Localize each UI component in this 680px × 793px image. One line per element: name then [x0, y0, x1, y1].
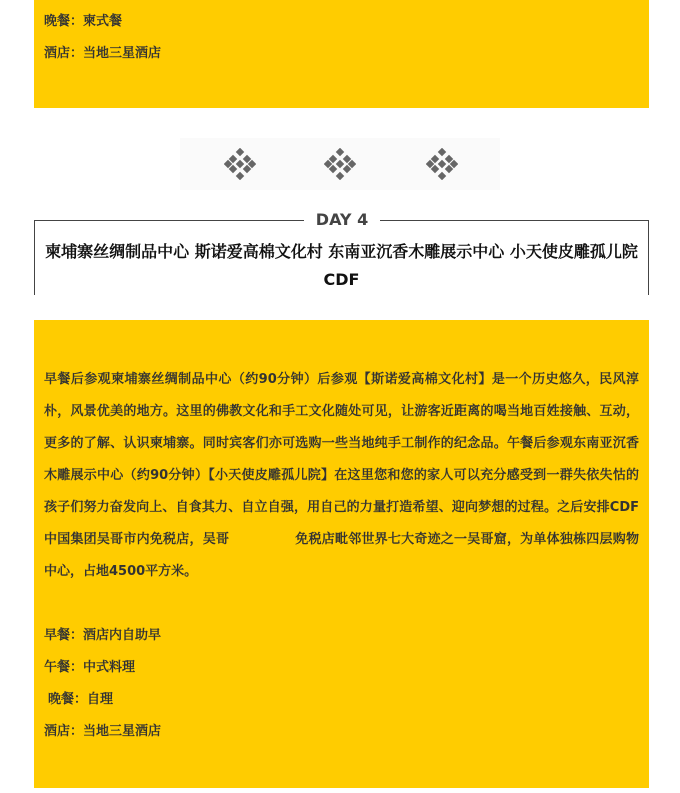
diamond-lattice-ornament-icon — [324, 148, 356, 180]
dinner-line: 晚餐：柬式餐 — [44, 14, 123, 29]
diamond-lattice-ornament-icon — [224, 148, 256, 180]
day-title: 柬埔寨丝绸制品中心 斯诺爱高棉文化村 东南亚沉香木雕展示中心 小天使皮雕孤儿院 CDF — [45, 242, 638, 289]
day-label: DAY 4 — [304, 210, 380, 230]
diamond-lattice-ornament-icon — [426, 148, 458, 180]
lunch-line: 午餐：中式料理 — [44, 660, 136, 675]
top-info-box — [34, 0, 649, 108]
dinner-line: 晚餐：自理 — [48, 692, 114, 707]
day-detail-box — [34, 320, 649, 788]
hotel-line: 酒店：当地三星酒店 — [44, 724, 162, 739]
itinerary-paragraph: 早餐后参观柬埔寨丝绸制品中心（约90分钟）后参观【斯诺爱高棉文化村】是一个历史悠久，民风淳朴，风景优美的地方。这里的佛教文化和手工文化随处可见，让游客近距离的喝当地百姓接触、互动，更多的了解、认识柬埔寨。同时宾客们亦可选购一些当地纯手工制作的纪念品。午餐后参观东南亚沉香木雕展示中心（约90分钟）【小天使皮雕孤儿院】在这里您和您的家人可以充分感受到一群失依失怙的孩子们努力奋发向上、自食其力、自立自强，用自己的力量打造希望、迎向梦想的过程。之后安排CDF中国集团吴哥市内免税店，吴哥 免税店毗邻世界七大奇迹之一吴哥窟，为单体独栋四层购物中心，占地4500平方米。 — [44, 372, 639, 579]
ornament-divider — [180, 138, 500, 190]
breakfast-line: 早餐：酒店内自助早 — [44, 628, 162, 643]
hotel-line: 酒店：当地三星酒店 — [44, 46, 162, 61]
